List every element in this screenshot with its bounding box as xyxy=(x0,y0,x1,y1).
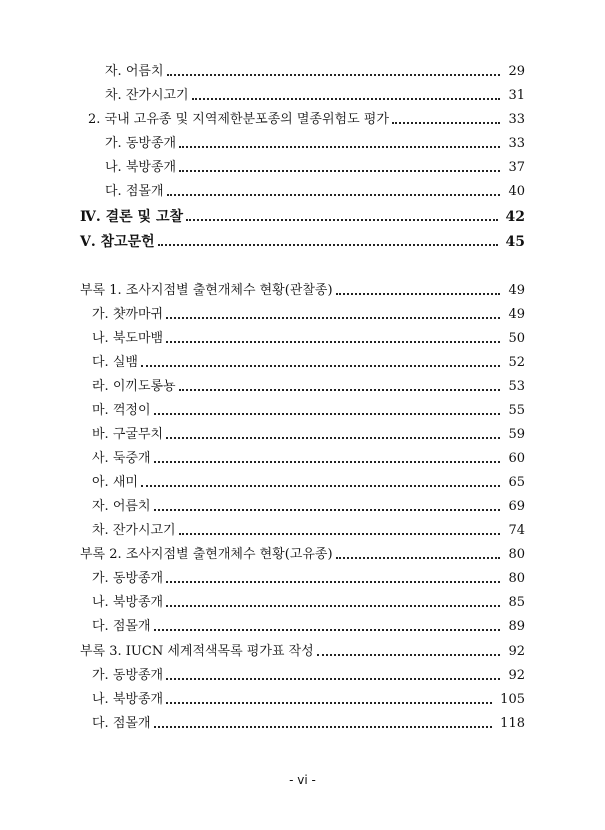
dot-leader xyxy=(141,484,501,487)
toc-entry-label: 자. 어름치 xyxy=(92,499,151,514)
toc-entry-label: 아. 새미 xyxy=(92,475,138,490)
dot-leader xyxy=(166,604,500,607)
toc-entry[interactable] xyxy=(92,567,525,587)
dot-leader xyxy=(154,460,501,463)
toc-entry-label: 다. 점몰개 xyxy=(92,716,151,731)
dot-leader xyxy=(336,556,501,559)
toc-entry[interactable] xyxy=(92,375,525,395)
toc-entry-page: 85 xyxy=(508,595,525,610)
dot-leader xyxy=(179,169,500,172)
toc-entry-label: 가. 챳까마귀 xyxy=(92,307,164,322)
toc-entry-page: 40 xyxy=(508,184,525,199)
dot-leader xyxy=(154,508,501,511)
toc-entry-page: 37 xyxy=(508,160,525,175)
toc-entry-label: 나. 북도마뱀 xyxy=(92,331,164,346)
dot-leader xyxy=(166,316,500,319)
toc-entry[interactable] xyxy=(92,351,525,371)
toc-entry-page: 50 xyxy=(508,331,525,346)
toc-entry-label: 차. 잔가시고기 xyxy=(105,88,189,103)
toc-entry-page: 31 xyxy=(508,88,525,103)
toc-entry-page: 118 xyxy=(500,716,525,731)
toc-entry[interactable] xyxy=(105,84,525,104)
toc-entry[interactable] xyxy=(88,108,525,128)
dot-leader xyxy=(154,725,493,728)
toc-entry-page: 59 xyxy=(508,427,525,442)
dot-leader xyxy=(179,388,501,391)
toc-entry-page: 45 xyxy=(505,234,525,250)
toc-entry-page: 105 xyxy=(500,692,525,707)
toc-entry[interactable] xyxy=(92,471,525,491)
toc-entry[interactable] xyxy=(92,519,525,539)
toc-entry[interactable] xyxy=(92,688,525,708)
toc-entry-label: 가. 동방종개 xyxy=(92,571,164,586)
toc-entry-label: 2. 국내 고유종 및 지역제한분포종의 멸종위험도 평가 xyxy=(88,112,389,127)
toc-entry-label: 차. 잔가시고기 xyxy=(92,523,176,538)
toc-entry-label: Ⅳ. 결론 및 고찰 xyxy=(80,209,184,225)
toc-entry[interactable] xyxy=(92,303,525,323)
toc-entry[interactable] xyxy=(92,399,525,419)
dot-leader xyxy=(166,436,500,439)
toc-appendix-entry[interactable] xyxy=(80,279,525,299)
dot-leader xyxy=(141,364,501,367)
toc-entry-label: 나. 북방종개 xyxy=(105,160,177,175)
dot-leader xyxy=(336,292,501,295)
toc-entry-page: 80 xyxy=(508,571,525,586)
toc-entry-page: 52 xyxy=(508,355,525,370)
page-number-footer: - vi - xyxy=(289,773,316,787)
toc-chapter-entry[interactable] xyxy=(80,230,525,250)
dot-leader xyxy=(166,701,492,704)
toc-entry-label: 가. 동방종개 xyxy=(92,668,164,683)
dot-leader xyxy=(154,628,501,631)
toc-entry-page: 53 xyxy=(508,379,525,394)
toc-appendix-entry[interactable] xyxy=(80,543,525,563)
toc-entry[interactable] xyxy=(92,327,525,347)
dot-leader xyxy=(179,145,500,148)
toc-entry-page: 65 xyxy=(508,475,525,490)
toc-entry-page: 89 xyxy=(508,619,525,634)
dot-leader xyxy=(154,412,501,415)
toc-entry-page: 69 xyxy=(508,499,525,514)
dot-leader xyxy=(392,121,501,124)
dot-leader xyxy=(179,532,501,535)
toc-entry-page: 60 xyxy=(508,451,525,466)
toc-chapter-entry[interactable] xyxy=(80,205,525,225)
toc-entry-label: 사. 둑중개 xyxy=(92,451,151,466)
toc-entry[interactable] xyxy=(92,423,525,443)
toc-entry[interactable] xyxy=(92,712,525,732)
dot-leader xyxy=(166,580,500,583)
toc-entry[interactable] xyxy=(92,664,525,684)
toc-entry-page: 33 xyxy=(508,136,525,151)
dot-leader xyxy=(167,193,501,196)
dot-leader xyxy=(166,677,500,680)
toc-entry-page: 42 xyxy=(505,209,525,225)
toc-entry-label: 부록 3. IUCN 세계적색목록 평가표 작성 xyxy=(80,644,314,659)
toc-entry[interactable] xyxy=(105,180,525,200)
toc-entry[interactable] xyxy=(105,132,525,152)
toc-entry[interactable] xyxy=(92,615,525,635)
toc-entry-label: 부록 2. 조사지점별 출현개체수 현황(고유종) xyxy=(80,547,333,562)
toc-entry-label: 마. 꺽정이 xyxy=(92,403,151,418)
dot-leader xyxy=(167,73,501,76)
dot-leader xyxy=(186,218,498,221)
toc-entry-label: 부록 1. 조사지점별 출현개체수 현황(관찰종) xyxy=(80,283,333,298)
toc-entry-label: 자. 어름치 xyxy=(105,64,164,79)
toc-entry[interactable] xyxy=(92,591,525,611)
dot-leader xyxy=(317,653,501,656)
toc-entry-page: 92 xyxy=(508,644,525,659)
toc-entry-label: 가. 동방종개 xyxy=(105,136,177,151)
toc-entry-label: 다. 점몰개 xyxy=(105,184,164,199)
dot-leader xyxy=(192,97,501,100)
dot-leader xyxy=(166,340,500,343)
toc-entry-page: 80 xyxy=(508,547,525,562)
toc-entry-label: 바. 구굴무치 xyxy=(92,427,164,442)
toc-entry-label: 나. 북방종개 xyxy=(92,692,164,707)
toc-entry-page: 49 xyxy=(508,307,525,322)
toc-entry-page: 49 xyxy=(508,283,525,298)
toc-entry-page: 74 xyxy=(508,523,525,538)
toc-entry-label: 다. 점몰개 xyxy=(92,619,151,634)
toc-entry[interactable] xyxy=(105,60,525,80)
toc-entry-page: 55 xyxy=(508,403,525,418)
toc-entry-page: 29 xyxy=(508,64,525,79)
toc-entry-label: Ⅴ. 참고문헌 xyxy=(80,234,155,250)
toc-entry-page: 92 xyxy=(508,668,525,683)
toc-entry-page: 33 xyxy=(508,112,525,127)
toc-entry[interactable] xyxy=(92,495,525,515)
dot-leader xyxy=(158,243,498,246)
toc-entry-label: 다. 실뱀 xyxy=(92,355,138,370)
toc-entry[interactable] xyxy=(92,447,525,467)
toc-entry-label: 나. 북방종개 xyxy=(92,595,164,610)
toc-appendix-entry[interactable] xyxy=(80,640,525,660)
toc-entry-label: 라. 이끼도롱뇽 xyxy=(92,379,176,394)
toc-entry[interactable] xyxy=(105,156,525,176)
